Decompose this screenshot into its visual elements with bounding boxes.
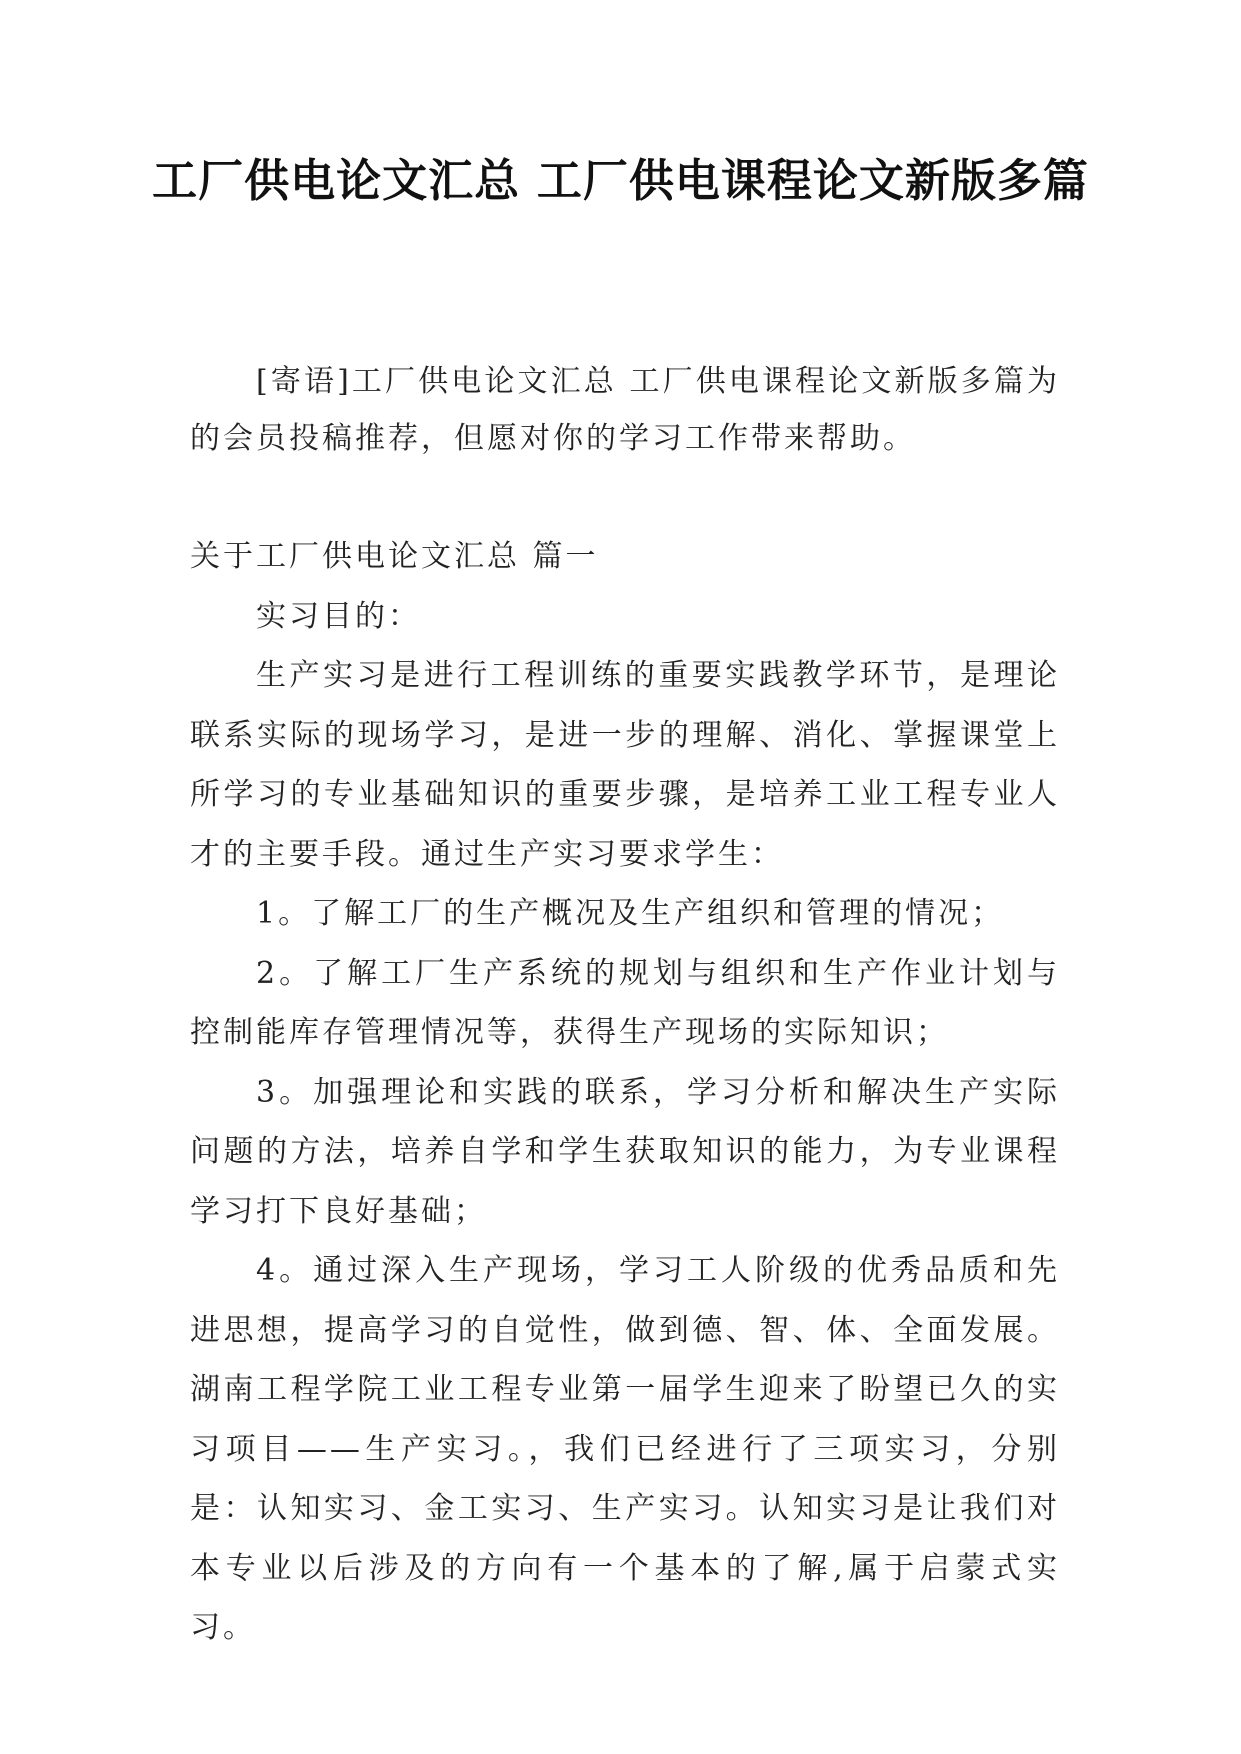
list-item: 2。了解工厂生产系统的规划与组织和生产作业计划与控制能库存管理情况等，获得生产现场的实际知识； bbox=[190, 955, 1060, 1050]
list-item: 3。加强理论和实践的联系，学习分析和解决生产实际问题的方法，培养自学和学生获取知识的能力，为专业课程学习打下良好基础； bbox=[190, 1074, 1060, 1229]
list-item: 1。了解工厂的生产概况及生产组织和管理的情况； bbox=[256, 896, 1005, 931]
document-title: 工厂供电论文汇总 工厂供电课程论文新版多篇 bbox=[152, 154, 1089, 207]
paragraph: 生产实习是进行工程训练的重要实践教学环节，是理论联系实际的现场学习，是进一步的理解、消化、掌握课堂上所学习的专业基础知识的重要步骤，是培养工业工程专业人才的主要手段。通过生产实习要求学生： bbox=[190, 658, 1060, 872]
intro-paragraph: [寄语]工厂供电论文汇总 工厂供电课程论文新版多篇为的会员投稿推荐，但愿对你的学习工作带来帮助。 bbox=[190, 364, 1060, 456]
list-item: 4。通过深入生产现场，学习工人阶级的优秀品质和先进思想，提高学习的自觉性，做到德、智、体、全面发展。湖南工程学院工业工程专业第一届学生迎来了盼望已久的实习项目——生产实习。，我们已经进行了三项实习，分别是：认知实习、金工实习、生产实习。认知实习是让我们对本专业以后涉及的方向有一个基本的了解,属于启蒙式实习。 bbox=[190, 1253, 1060, 1645]
section-1 bbox=[190, 527, 1060, 1658]
purpose-label: 实习目的： bbox=[256, 598, 421, 634]
intro-block bbox=[190, 353, 1060, 467]
section-heading: 关于工厂供电论文汇总 篇一 bbox=[190, 539, 599, 574]
